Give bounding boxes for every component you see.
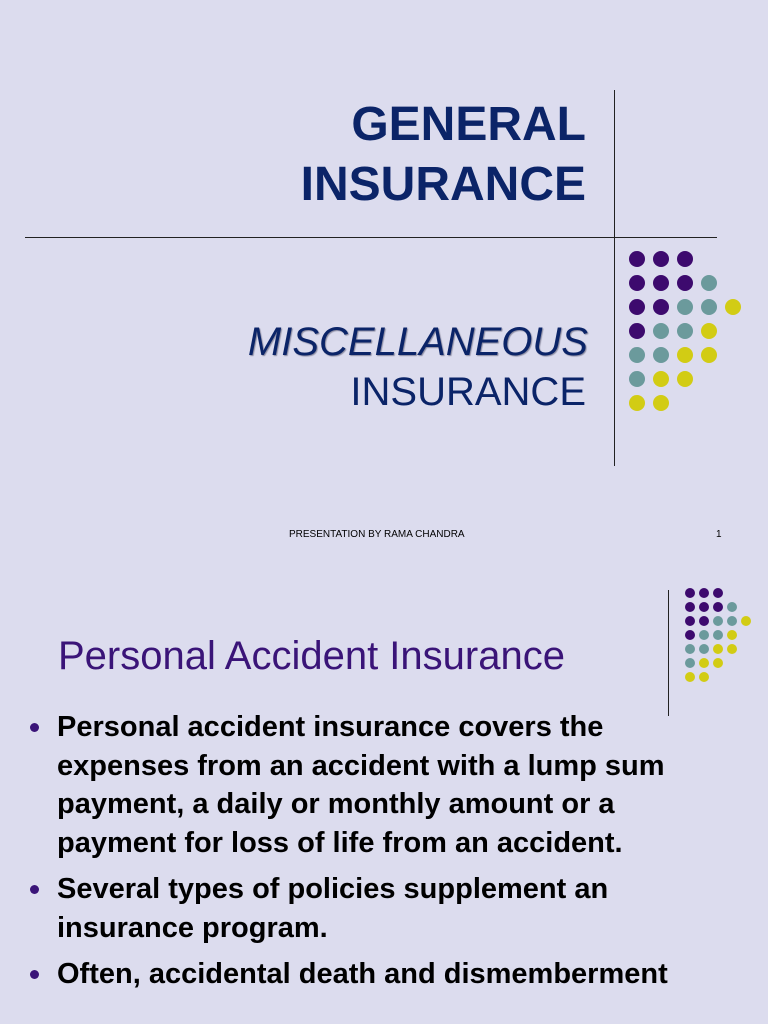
vertical-divider-small (668, 590, 669, 716)
page-number: 1 (716, 529, 722, 540)
decorative-dot (629, 347, 645, 363)
decorative-dot (653, 371, 669, 387)
decorative-dot (629, 323, 645, 339)
decorative-dot (629, 251, 645, 267)
decorative-dot (677, 323, 693, 339)
decorative-dot (699, 630, 709, 640)
decorative-dot (727, 630, 737, 640)
decorative-dot (727, 602, 737, 612)
subtitle-line-1: MISCELLANEOUS (247, 320, 588, 364)
decorative-dot (701, 299, 717, 315)
decorative-dot (727, 644, 737, 654)
decorative-dot (701, 347, 717, 363)
decorative-dot (699, 588, 709, 598)
bullet-icon (30, 885, 39, 894)
decorative-dot (685, 630, 695, 640)
decorative-dot (685, 616, 695, 626)
bullet-list (30, 708, 730, 1002)
decorative-dot (685, 588, 695, 598)
decorative-dot (741, 616, 751, 626)
decorative-dot (699, 658, 709, 668)
bullet-item (30, 708, 730, 862)
decorative-dot (653, 395, 669, 411)
decorative-dot (699, 644, 709, 654)
decorative-dot (677, 347, 693, 363)
decorative-dot (685, 602, 695, 612)
bullet-text: Often, accidental death and dismemberment (57, 958, 668, 990)
bullet-text: Several types of policies supplement an insurance program. (57, 873, 609, 944)
bullet-icon (30, 723, 39, 732)
title-line-1: GENERAL (351, 98, 586, 151)
slide-2 (0, 560, 768, 1024)
decorative-dot (685, 644, 695, 654)
decorative-dot (653, 299, 669, 315)
decorative-dot (699, 672, 709, 682)
decorative-dot (629, 371, 645, 387)
decorative-dot (677, 371, 693, 387)
decorative-dot (653, 347, 669, 363)
decorative-dot (677, 299, 693, 315)
decorative-dot (685, 672, 695, 682)
decorative-dot (653, 275, 669, 291)
decorative-dot (713, 644, 723, 654)
slide-footer: PRESENTATION BY RAMA CHANDRA (289, 529, 465, 540)
title-line-2: INSURANCE (300, 158, 586, 211)
decorative-dot (713, 616, 723, 626)
decorative-dot (713, 658, 723, 668)
vertical-divider (614, 90, 615, 466)
decorative-dot (699, 602, 709, 612)
bullet-item (30, 870, 730, 947)
decorative-dot (713, 588, 723, 598)
decorative-dot (701, 323, 717, 339)
decorative-dot (699, 616, 709, 626)
decorative-dot (653, 251, 669, 267)
decorative-dot (727, 616, 737, 626)
slide-title: Personal Accident Insurance (58, 634, 565, 678)
decorative-dot (725, 299, 741, 315)
decorative-dot (677, 275, 693, 291)
decorative-dot (677, 251, 693, 267)
decorative-dot (713, 630, 723, 640)
bullet-item (30, 955, 730, 994)
decorative-dot (629, 299, 645, 315)
decorative-dot (685, 658, 695, 668)
subtitle-line-2: INSURANCE (350, 370, 586, 414)
decorative-dot (629, 395, 645, 411)
decorative-dot (629, 275, 645, 291)
decorative-dot (713, 602, 723, 612)
decorative-dot (701, 275, 717, 291)
decorative-dot (653, 323, 669, 339)
bullet-text: Personal accident insurance covers the expenses from an accident with a lump sum payment, a daily or monthly amount or a payment for loss of life from an accident. (57, 711, 665, 859)
bullet-icon (30, 970, 39, 979)
